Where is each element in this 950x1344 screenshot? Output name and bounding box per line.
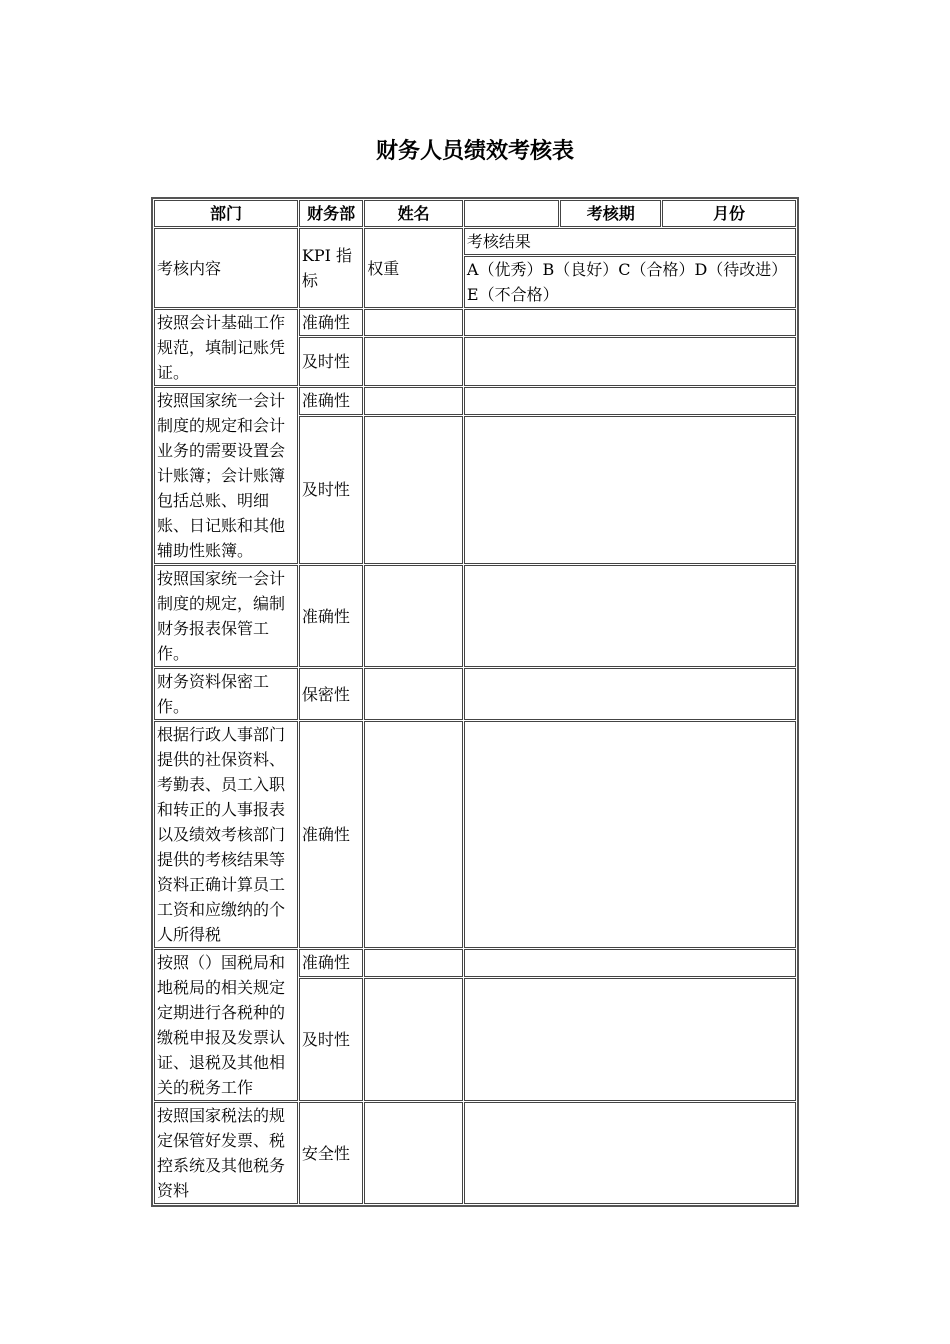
row-kpi: 准确性 [299,387,363,415]
weight-cell[interactable] [364,337,463,386]
row-kpi: 及时性 [299,416,363,564]
result-cell[interactable] [464,309,796,336]
result-cell[interactable] [464,387,796,415]
row-kpi: 准确性 [299,949,363,977]
row-content: 按照会计基础工作规范，填制记账凭证。 [154,309,298,386]
weight-cell[interactable] [364,387,463,415]
row-kpi: 及时性 [299,978,363,1101]
appraisal-table [151,197,799,1207]
month-label: 月份 [662,200,796,227]
page-title: 财务人员绩效考核表 [375,138,574,164]
row-content: 根据行政人事部门提供的社保资料、考勤表、员工入职和转正的人事报表以及绩效考核部门提供的考核结果等资料正确计算员工工资和应缴纳的个人所得税 [154,721,298,948]
table-row [154,1102,796,1204]
weight-cell[interactable] [364,1102,463,1204]
content-label: 考核内容 [154,228,298,308]
weight-label: 权重 [364,228,463,308]
grade-scale: A（优秀）B（良好）C（合格）D（待改进）E（不合格） [464,256,796,308]
weight-cell[interactable] [364,668,463,720]
result-cell[interactable] [464,1102,796,1204]
weight-cell[interactable] [364,565,463,667]
row-content: 按照国家税法的规定保管好发票、税控系统及其他税务资料 [154,1102,298,1204]
dept-value: 财务部 [299,200,363,227]
result-cell[interactable] [464,416,796,564]
result-cell[interactable] [464,949,796,977]
row-content: 按照国家统一会计制度的规定和会计业务的需要设置会计账簿；会计账簿包括总账、明细账、日记账和其他辅助性账簿。 [154,387,298,564]
result-cell[interactable] [464,337,796,386]
header-row [154,200,796,227]
row-kpi: 准确性 [299,721,363,948]
weight-cell[interactable] [364,949,463,977]
table-row [154,565,796,667]
row-kpi: 准确性 [299,309,363,336]
weight-cell[interactable] [364,309,463,336]
row-content: 按照国家统一会计制度的规定，编制财务报表保管工作。 [154,565,298,667]
name-value-cell[interactable] [464,200,560,227]
table-row [154,309,796,336]
row-kpi: 保密性 [299,668,363,720]
kpi-label: KPI 指标 [299,228,363,308]
dept-label: 部门 [154,200,298,227]
table-row [154,387,796,415]
table-row [154,668,796,720]
period-label: 考核期 [560,200,661,227]
result-label: 考核结果 [464,228,796,255]
row-kpi: 及时性 [299,337,363,386]
row-content: 按照（）国税局和地税局的相关规定定期进行各税种的缴税申报及发票认证、退税及其他相关的税务工作 [154,949,298,1101]
result-cell[interactable] [464,978,796,1101]
result-cell[interactable] [464,668,796,720]
row-content: 财务资料保密工作。 [154,668,298,720]
result-cell[interactable] [464,721,796,948]
result-cell[interactable] [464,565,796,667]
name-label: 姓名 [364,200,463,227]
weight-cell[interactable] [364,978,463,1101]
weight-cell[interactable] [364,416,463,564]
table-row [154,721,796,948]
table-row [154,949,796,977]
weight-cell[interactable] [364,721,463,948]
row-kpi: 安全性 [299,1102,363,1204]
row-kpi: 准确性 [299,565,363,667]
subheader-row [154,228,796,255]
